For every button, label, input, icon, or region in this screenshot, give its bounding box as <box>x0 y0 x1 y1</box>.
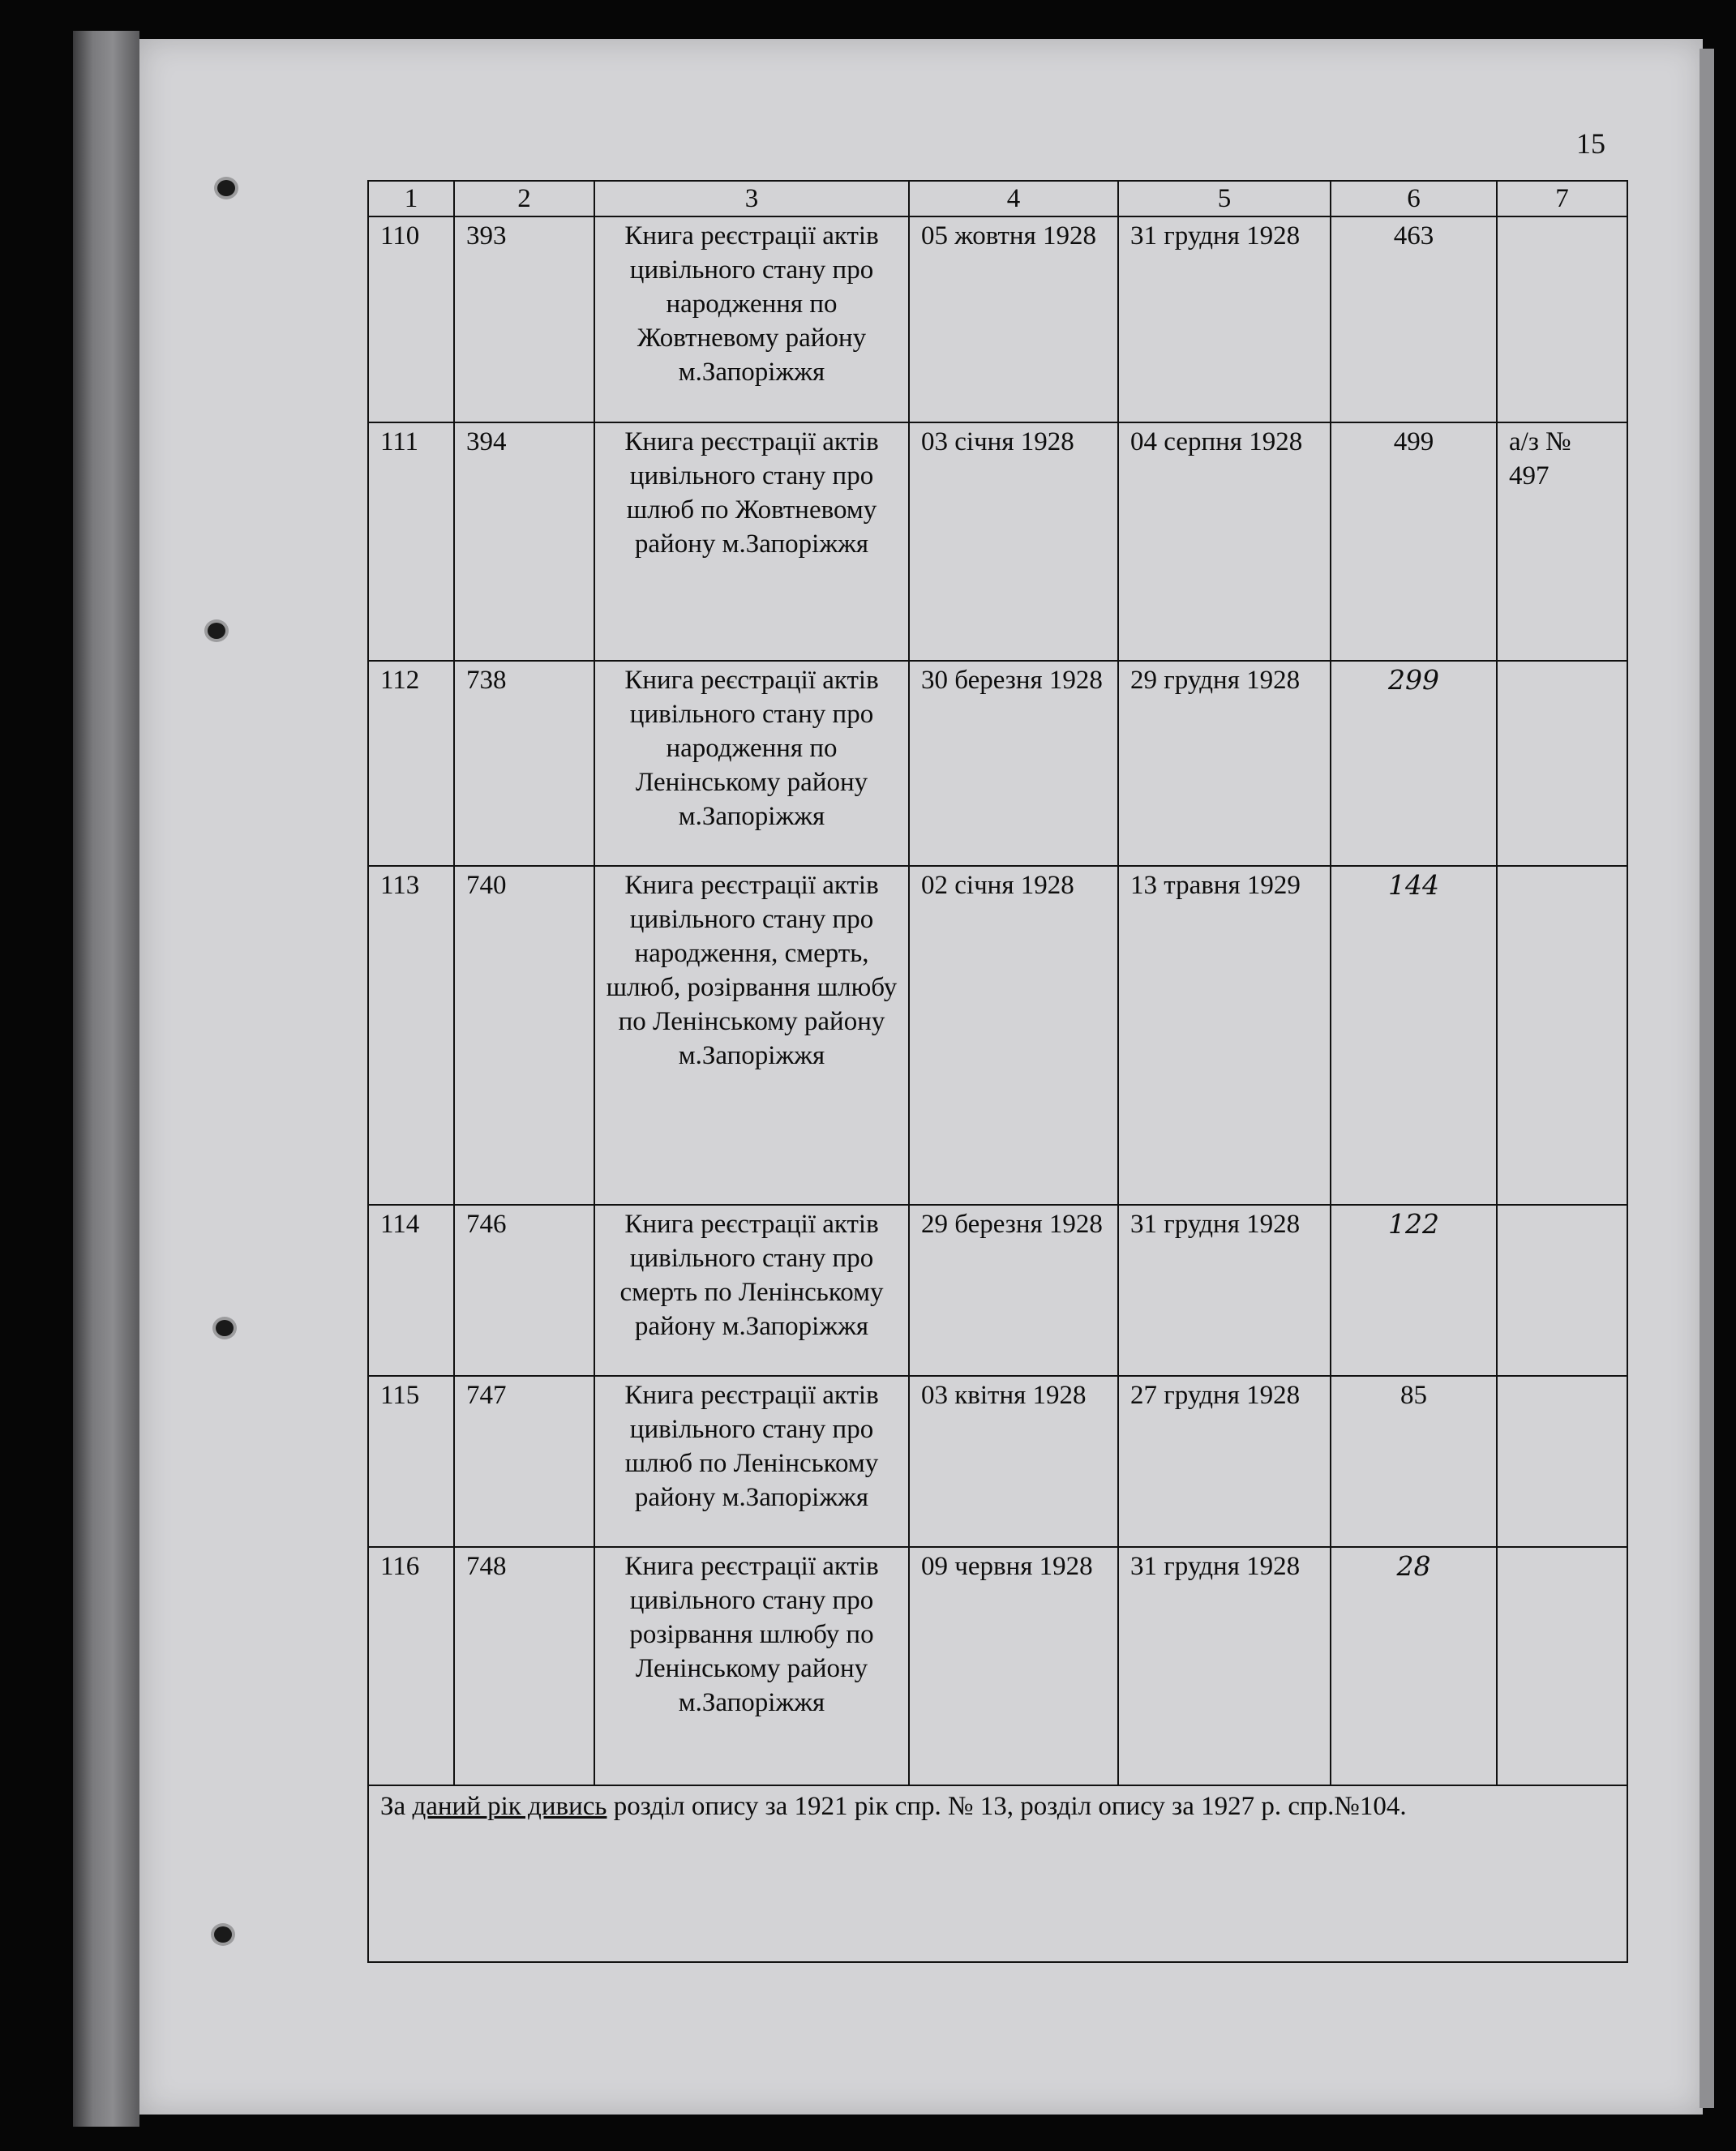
note <box>1497 661 1627 866</box>
row-number: 115 <box>368 1376 454 1547</box>
page-count: 85 <box>1331 1376 1497 1547</box>
register-table <box>367 180 1628 1963</box>
page-count: 122 <box>1331 1205 1497 1376</box>
end-date: 13 травня 1929 <box>1118 866 1331 1205</box>
start-date: 09 червня 1928 <box>909 1547 1118 1785</box>
page-edge <box>1700 49 1714 2108</box>
case-number: 748 <box>454 1547 594 1785</box>
case-number: 747 <box>454 1376 594 1547</box>
footer-underlined: даний рік дивись <box>412 1792 607 1821</box>
row-number: 116 <box>368 1547 454 1785</box>
start-date: 02 січня 1928 <box>909 866 1118 1205</box>
column-header: 5 <box>1118 181 1331 216</box>
footer-prefix: За <box>380 1792 413 1821</box>
row-number: 113 <box>368 866 454 1205</box>
page-count: 144 <box>1331 866 1497 1205</box>
note <box>1497 216 1627 422</box>
end-date: 31 грудня 1928 <box>1118 216 1331 422</box>
table-row <box>368 1547 1627 1785</box>
page-count: 499 <box>1331 422 1497 661</box>
case-number: 746 <box>454 1205 594 1376</box>
end-date: 27 грудня 1928 <box>1118 1376 1331 1547</box>
table-row <box>368 1376 1627 1547</box>
footer-row <box>368 1785 1627 1962</box>
case-title: Книга реєстрації актів цивільного стану про шлюб по Ленінському району м.Запоріжжя <box>594 1376 909 1547</box>
end-date: 31 грудня 1928 <box>1118 1205 1331 1376</box>
column-header: 6 <box>1331 181 1497 216</box>
punch-hole <box>208 623 225 639</box>
row-number: 112 <box>368 661 454 866</box>
column-header: 2 <box>454 181 594 216</box>
column-header: 1 <box>368 181 454 216</box>
row-number: 111 <box>368 422 454 661</box>
case-title: Книга реєстрації актів цивільного стану про народження по Ленінському району м.Запоріжжя <box>594 661 909 866</box>
note <box>1497 1376 1627 1547</box>
case-title: Книга реєстрації актів цивільного стану про смерть по Ленінському району м.Запоріжжя <box>594 1205 909 1376</box>
page-number: 15 <box>1576 127 1605 160</box>
row-number: 110 <box>368 216 454 422</box>
start-date: 29 березня 1928 <box>909 1205 1118 1376</box>
punch-hole <box>214 1926 232 1943</box>
case-number: 394 <box>454 422 594 661</box>
start-date: 03 квітня 1928 <box>909 1376 1118 1547</box>
column-number-row <box>368 181 1627 216</box>
end-date: 04 серпня 1928 <box>1118 422 1331 661</box>
start-date: 05 жовтня 1928 <box>909 216 1118 422</box>
table-row <box>368 661 1627 866</box>
column-header: 3 <box>594 181 909 216</box>
table-row <box>368 422 1627 661</box>
footer-note <box>368 1785 1627 1962</box>
note <box>1497 1547 1627 1785</box>
case-number: 393 <box>454 216 594 422</box>
end-date: 31 грудня 1928 <box>1118 1547 1331 1785</box>
table-row <box>368 1205 1627 1376</box>
case-title: Книга реєстрації актів цивільного стану про народження, смерть, шлюб, розірвання шлюбу по Ленінському району м.Запоріжжя <box>594 866 909 1205</box>
case-number: 740 <box>454 866 594 1205</box>
note <box>1497 866 1627 1205</box>
case-title: Книга реєстрації актів цивільного стану про народження по Жовтневому району м.Запоріжжя <box>594 216 909 422</box>
note: а/з № 497 <box>1497 422 1627 661</box>
punch-hole <box>216 1320 234 1336</box>
table-row <box>368 216 1627 422</box>
end-date: 29 грудня 1928 <box>1118 661 1331 866</box>
punch-hole <box>217 180 235 196</box>
page-count: 463 <box>1331 216 1497 422</box>
start-date: 30 березня 1928 <box>909 661 1118 866</box>
case-title: Книга реєстрації актів цивільного стану про розірвання шлюбу по Ленінському району м.Запоріжжя <box>594 1547 909 1785</box>
page-count: 28 <box>1331 1547 1497 1785</box>
note <box>1497 1205 1627 1376</box>
row-number: 114 <box>368 1205 454 1376</box>
column-header: 7 <box>1497 181 1627 216</box>
column-header: 4 <box>909 181 1118 216</box>
page-count: 299 <box>1331 661 1497 866</box>
binding-strip <box>73 31 139 2127</box>
case-title: Книга реєстрації актів цивільного стану про шлюб по Жовтневому району м.Запоріжжя <box>594 422 909 661</box>
table-row <box>368 866 1627 1205</box>
case-number: 738 <box>454 661 594 866</box>
start-date: 03 січня 1928 <box>909 422 1118 661</box>
footer-rest: розділ опису за 1921 рік спр. № 13, розділ опису за 1927 р. спр.№104. <box>607 1792 1407 1821</box>
